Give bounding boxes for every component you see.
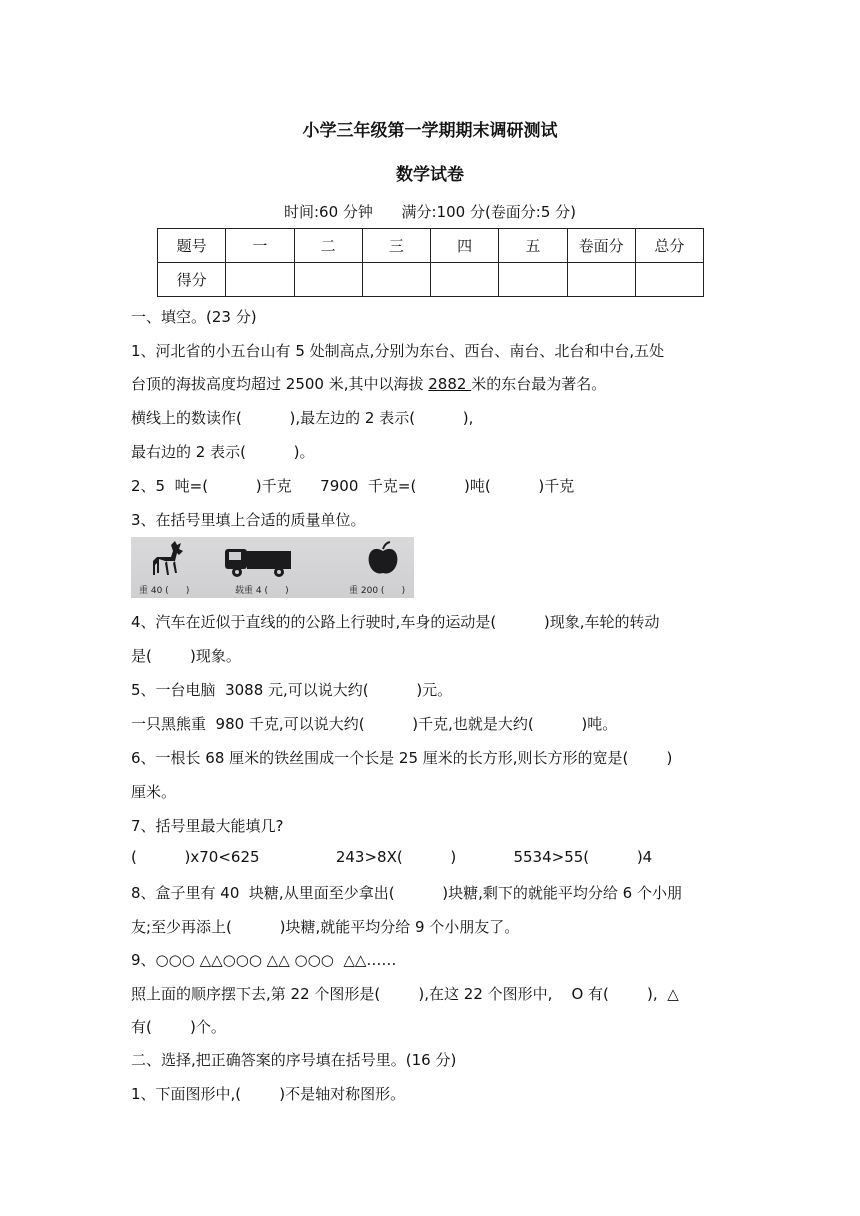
question-6-line-2: 厘米。: [131, 783, 177, 801]
exam-title: 小学三年级第一学期期末调研测试: [302, 121, 558, 141]
section2-question-1: 1、下面图形中,( )不是轴对称图形。: [131, 1085, 406, 1103]
section2-heading: 二、选择,把正确答案的序号填在括号里。(16 分): [131, 1051, 457, 1069]
goat-icon: [141, 539, 201, 585]
question-4-line-2: 是( )现象。: [131, 647, 241, 665]
image-caption: 载重 4 ( ): [235, 586, 289, 596]
table-header-cell: 四: [431, 229, 499, 263]
section1-heading: 一、填空。(23 分): [131, 308, 257, 326]
apple-icon: [363, 539, 403, 585]
question-5-line-1: 5、一台电脑 3088 元,可以说大约( )元。: [131, 681, 453, 699]
score-cell[interactable]: [226, 263, 294, 297]
table-row-label: 得分: [158, 263, 226, 297]
truck-icon: [223, 541, 303, 587]
table-header-cell: 一: [226, 229, 294, 263]
question-text: 台顶的海拔高度均超过 2500 米,其中以海拔: [131, 375, 429, 393]
question-7: 7、括号里最大能填几?: [131, 817, 284, 835]
question-9-line-2: 照上面的顺序摆下去,第 22 个图形是( ),在这 22 个图形中, O 有( ), △: [131, 985, 679, 1003]
table-header-cell: 总分: [635, 229, 703, 263]
table-header-cell: 题号: [158, 229, 226, 263]
question-1-line-3: 横线上的数读作( ),最左边的 2 表示( ),: [131, 409, 474, 427]
question-5-line-2: 一只黑熊重 980 千克,可以说大约( )千克,也就是大约( )吨。: [131, 715, 618, 733]
table-header-cell: 二: [294, 229, 362, 263]
score-cell[interactable]: [635, 263, 703, 297]
score-table: [157, 228, 704, 297]
question-9-line-1: 9、○○○ △△○○○ △△ ○○○ △△……: [131, 951, 397, 969]
score-cell[interactable]: [294, 263, 362, 297]
table-header-cell: 卷面分: [567, 229, 635, 263]
question-3: 3、在括号里填上合适的质量单位。: [131, 511, 366, 529]
question-9-line-3: 有( )个。: [131, 1018, 226, 1036]
image-caption: 重 200 ( ): [349, 586, 406, 596]
exam-meta: 时间:60 分钟 满分:100 分(卷面分:5 分): [283, 203, 577, 221]
question-8-line-1: 8、盒子里有 40 块糖,从里面至少拿出( )块糖,剩下的就能平均分给 6 个小朋: [131, 884, 682, 902]
question-4-line-1: 4、汽车在近似于直线的的公路上行驶时,车身的运动是( )现象,车轮的转动: [131, 613, 660, 631]
score-cell[interactable]: [362, 263, 430, 297]
question-1-line-4: 最右边的 2 表示( )。: [131, 443, 315, 461]
table-row: [158, 263, 704, 297]
question-2: 2、5 吨=( )千克 7900 千克=( )吨( )千克: [131, 477, 575, 495]
table-header-cell: 五: [499, 229, 567, 263]
question-1-line-1: 1、河北省的小五台山有 5 处制高点,分别为东台、西台、南台、北台和中台,五处: [131, 342, 665, 360]
question-8-line-2: 友;至少再添上( )块糖,就能平均分给 9 个小朋友了。: [131, 918, 520, 936]
score-cell[interactable]: [499, 263, 567, 297]
question-1-line-2: [131, 373, 606, 394]
score-cell[interactable]: [431, 263, 499, 297]
question-text: 米的东台最为著名。: [471, 375, 607, 393]
question-6-line-1: 6、一根长 68 厘米的铁丝围成一个长是 25 厘米的长方形,则长方形的宽是( ): [131, 749, 673, 767]
table-row: [158, 229, 704, 263]
question-7-items: ( )x70<625 243>8X( ) 5534>55( )4: [131, 848, 653, 866]
image-caption: 重 40 ( ): [139, 586, 190, 596]
score-cell[interactable]: [567, 263, 635, 297]
table-header-cell: 三: [362, 229, 430, 263]
exam-subtitle: 数学试卷: [396, 165, 464, 185]
question-3-image: [131, 537, 414, 598]
underlined-number: 2882: [428, 375, 472, 393]
